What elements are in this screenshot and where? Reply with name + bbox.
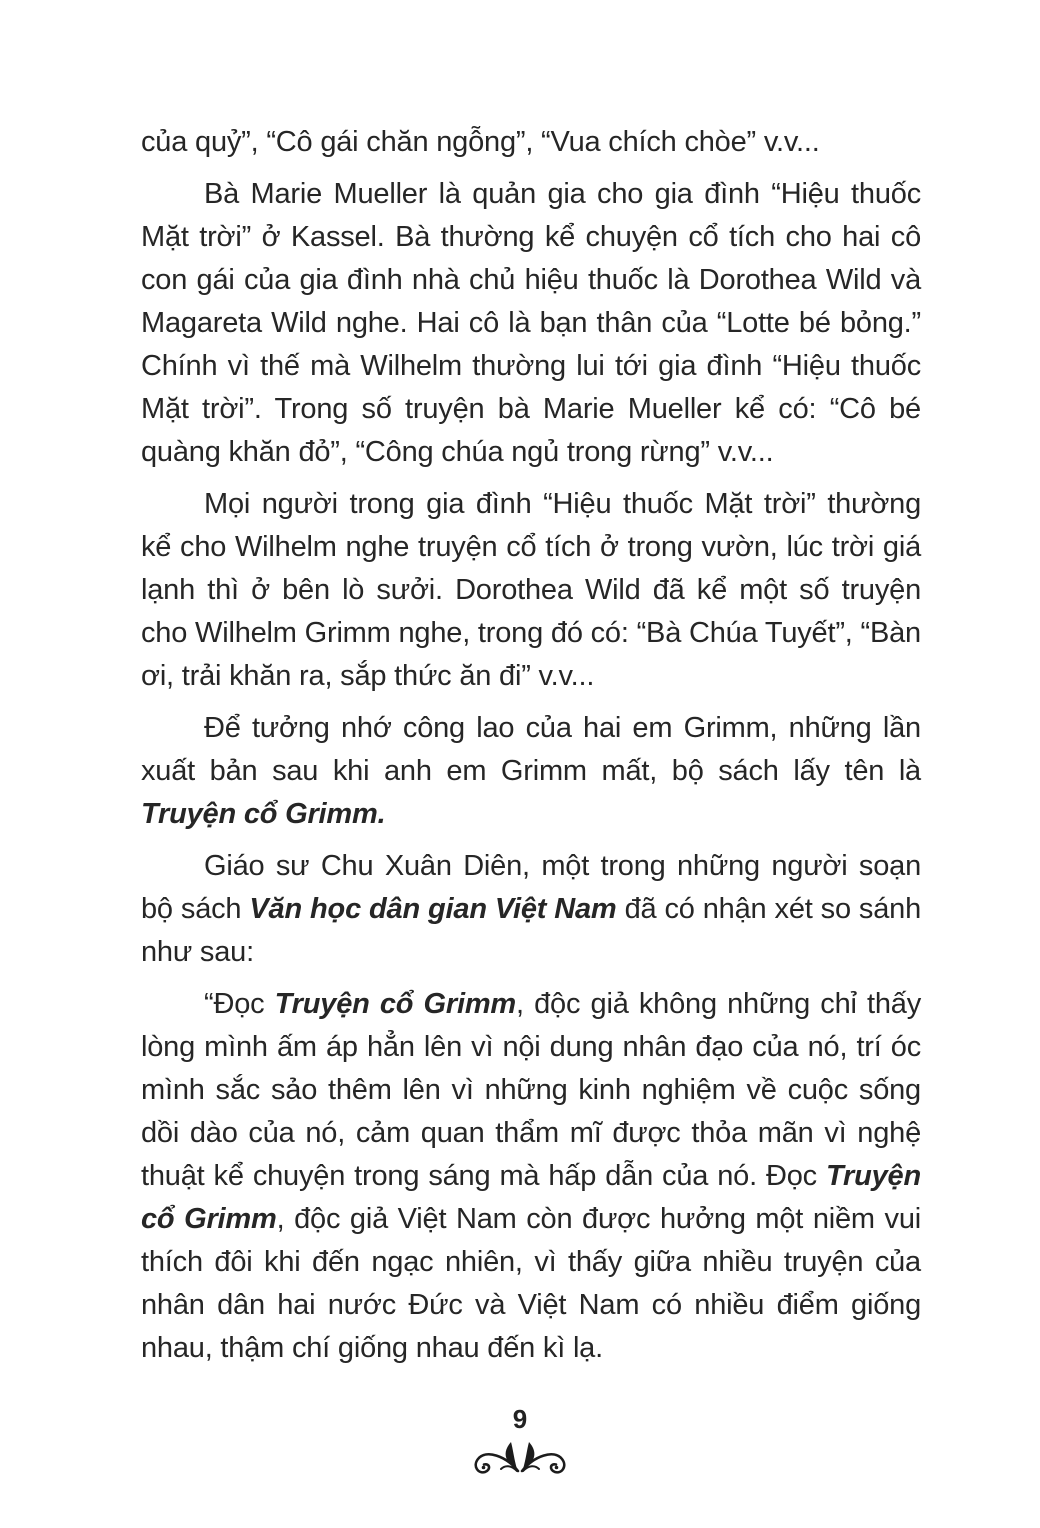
page-footer xyxy=(0,1404,1040,1478)
body-text: Mọi người trong gia đình “Hiệu thuốc Mặt trời” thường kể cho Wilhelm nghe truyện cổ tích ở trong vườn, lúc trời giá lạnh thì ở bên lò sưởi. Dorothea Wild đã kể một số truyện cho Wilhelm Grimm nghe, trong đó có: “Bà Chúa Tuyết”, “Bàn ơi, trải khăn ra, sắp thức ăn đi” v.v... xyxy=(141,488,921,692)
body-text: Bà Marie Mueller là quản gia cho gia đình “Hiệu thuốc Mặt trời” ở Kassel. Bà thường kể chuyện cổ tích cho hai cô con gái của gia đình nhà chủ hiệu thuốc là Dorothea Wild và Magareta Wild nghe. Hai cô là bạn thân của “Lotte bé bỏng.” Chính vì thế mà Wilhelm thường lui tới gia đình “Hiệu thuốc Mặt trời”. Trong số truyện bà Marie Mueller kể có: “Cô bé quàng khăn đỏ”, “Công chúa ngủ trong rừng” v.v... xyxy=(141,178,921,468)
body-text: “Đọc xyxy=(204,988,275,1020)
book-title-text: Văn học dân gian Việt Nam xyxy=(249,893,617,925)
body-text: của quỷ”, “Cô gái chăn ngỗng”, “Vua chích chòe” v.v... xyxy=(141,126,820,158)
paragraph xyxy=(141,483,921,698)
paragraph xyxy=(141,707,921,836)
body-text: Để tưởng nhớ công lao của hai em Grimm, những lần xuất bản sau khi anh em Grimm mất, bộ sách lấy tên là xyxy=(141,712,921,787)
body-text: , độc giả Việt Nam còn được hưởng một niềm vui thích đôi khi đến ngạc nhiên, vì thấy giữa nhiều truyện của nhân dân hai nước Đức và Việt Nam có nhiều điểm giống nhau, thậm chí giống nhau đến kì lạ. xyxy=(141,1203,921,1364)
flourish-ornament-icon xyxy=(0,1440,1040,1478)
body-text: Giáo sư Chu Xuân Diên, một trong những người soạn bộ sách xyxy=(141,850,921,925)
book-title-text: Truyện cổ Grimm xyxy=(141,1160,921,1235)
paragraph xyxy=(141,983,921,1370)
page-number: 9 xyxy=(512,1404,528,1434)
body-text: đã có nhận xét so sánh như sau: xyxy=(141,893,922,968)
text-block xyxy=(141,121,921,1370)
paragraph xyxy=(141,845,921,974)
paragraph xyxy=(141,173,921,474)
paragraph xyxy=(141,121,921,164)
book-title-text: Truyện cổ Grimm xyxy=(274,988,517,1020)
book-title-text: Truyện cổ Grimm. xyxy=(141,798,386,830)
body-text: , độc giả không những chỉ thấy lòng mình ấm áp hẳn lên vì nội dung nhân đạo của nó, trí óc mình sắc sảo thêm lên vì những kinh nghiệm về cuộc sống dồi dào của nó, cảm quan thẩm mĩ được thỏa mãn vì nghệ thuật kể chuyện trong sáng mà hấp dẫn của nó. Đọc xyxy=(141,988,921,1192)
